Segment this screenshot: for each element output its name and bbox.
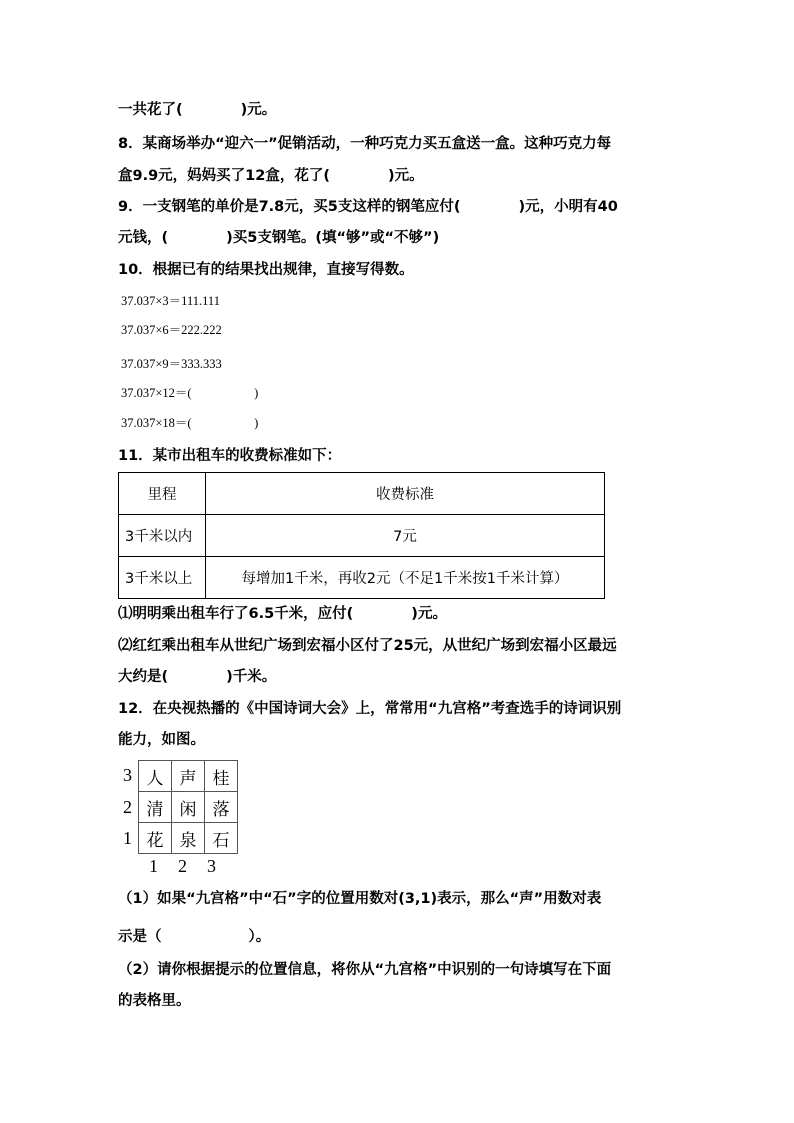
table-cell: 7元 (206, 515, 605, 557)
x-axis-label: 3 (207, 856, 216, 876)
y-axis-label: 2 (123, 797, 132, 817)
equation-3: 37.037×9＝333.333 (121, 357, 222, 371)
grid-cell: 桂 (205, 761, 238, 792)
equation-1: 37.037×3＝111.111 (121, 294, 220, 308)
grid-row (139, 823, 238, 854)
grid-cell: 人 (139, 761, 172, 792)
equation-5: 37.037×18＝( ) (121, 416, 259, 430)
grid-cell: 泉 (172, 823, 205, 854)
table-cell: 3千米以内 (119, 515, 206, 557)
question-9-line-2: 元钱，( )买5支钢笔。(填“够”或“不够”) (118, 230, 440, 246)
question-12-part-1-line-1: （1）如果“九宫格”中“石”字的位置用数对(3,1)表示，那么“声”用数对表 (118, 891, 602, 907)
question-12-part-1-line-2: 示是（ ）。 (118, 929, 271, 945)
equation-2: 37.037×6＝222.222 (121, 323, 222, 337)
y-axis-label: 1 (123, 828, 132, 848)
header-distance: 里程 (119, 473, 206, 515)
grid-cell: 闲 (172, 792, 205, 823)
table-row (119, 515, 605, 557)
question-12-line-2: 能力，如图。 (118, 732, 205, 748)
nine-grid (138, 760, 238, 854)
question-9-line-1: 9．一支钢笔的单价是7.8元，买5支这样的钢笔应付( )元，小明有40 (118, 199, 618, 215)
grid-cell: 清 (139, 792, 172, 823)
grid-row (139, 761, 238, 792)
grid-cell: 声 (172, 761, 205, 792)
question-11-part-2-line-1: ⑵红红乘出租车从世纪广场到宏福小区付了25元，从世纪广场到宏福小区最远 (118, 638, 617, 654)
table-cell: 3千米以上 (119, 557, 206, 599)
question-8-line-1: 8．某商场举办“迎六一”促销活动，一种巧克力买五盒送一盒。这种巧克力每 (118, 136, 612, 152)
question-8-line-2: 盒9.9元，妈妈买了12盒，花了( )元。 (118, 168, 424, 184)
x-axis-label: 2 (178, 856, 187, 876)
line-total-spent: 一共花了( )元。 (118, 102, 277, 118)
question-11-part-2-line-2: 大约是( )千米。 (118, 669, 277, 685)
x-axis-label: 1 (149, 856, 158, 876)
question-11: 11．某市出租车的收费标准如下： (118, 448, 342, 464)
equation-4: 37.037×12＝( ) (121, 386, 259, 400)
question-12-line-1: 12．在央视热播的《中国诗词大会》上，常常用“九宫格”考查选手的诗词识别 (118, 701, 622, 717)
taxi-fee-table (118, 472, 605, 599)
grid-cell: 落 (205, 792, 238, 823)
question-12-part-2-line-2: 的表格里。 (118, 993, 191, 1009)
table-row (119, 557, 605, 599)
table-cell: 每增加1千米，再收2元（不足1千米按1千米计算） (206, 557, 605, 599)
grid-cell: 石 (205, 823, 238, 854)
grid-row (139, 792, 238, 823)
question-10: 10．根据已有的结果找出规律，直接写得数。 (118, 262, 414, 278)
table-header-row (119, 473, 605, 515)
grid-cell: 花 (139, 823, 172, 854)
header-fee-standard: 收费标准 (206, 473, 605, 515)
question-11-part-1: ⑴明明乘出租车行了6.5千米，应付( )元。 (118, 606, 447, 622)
question-12-part-2-line-1: （2）请你根据提示的位置信息，将你从“九宫格”中识别的一句诗填写在下面 (118, 962, 612, 978)
y-axis-label: 3 (123, 765, 132, 785)
